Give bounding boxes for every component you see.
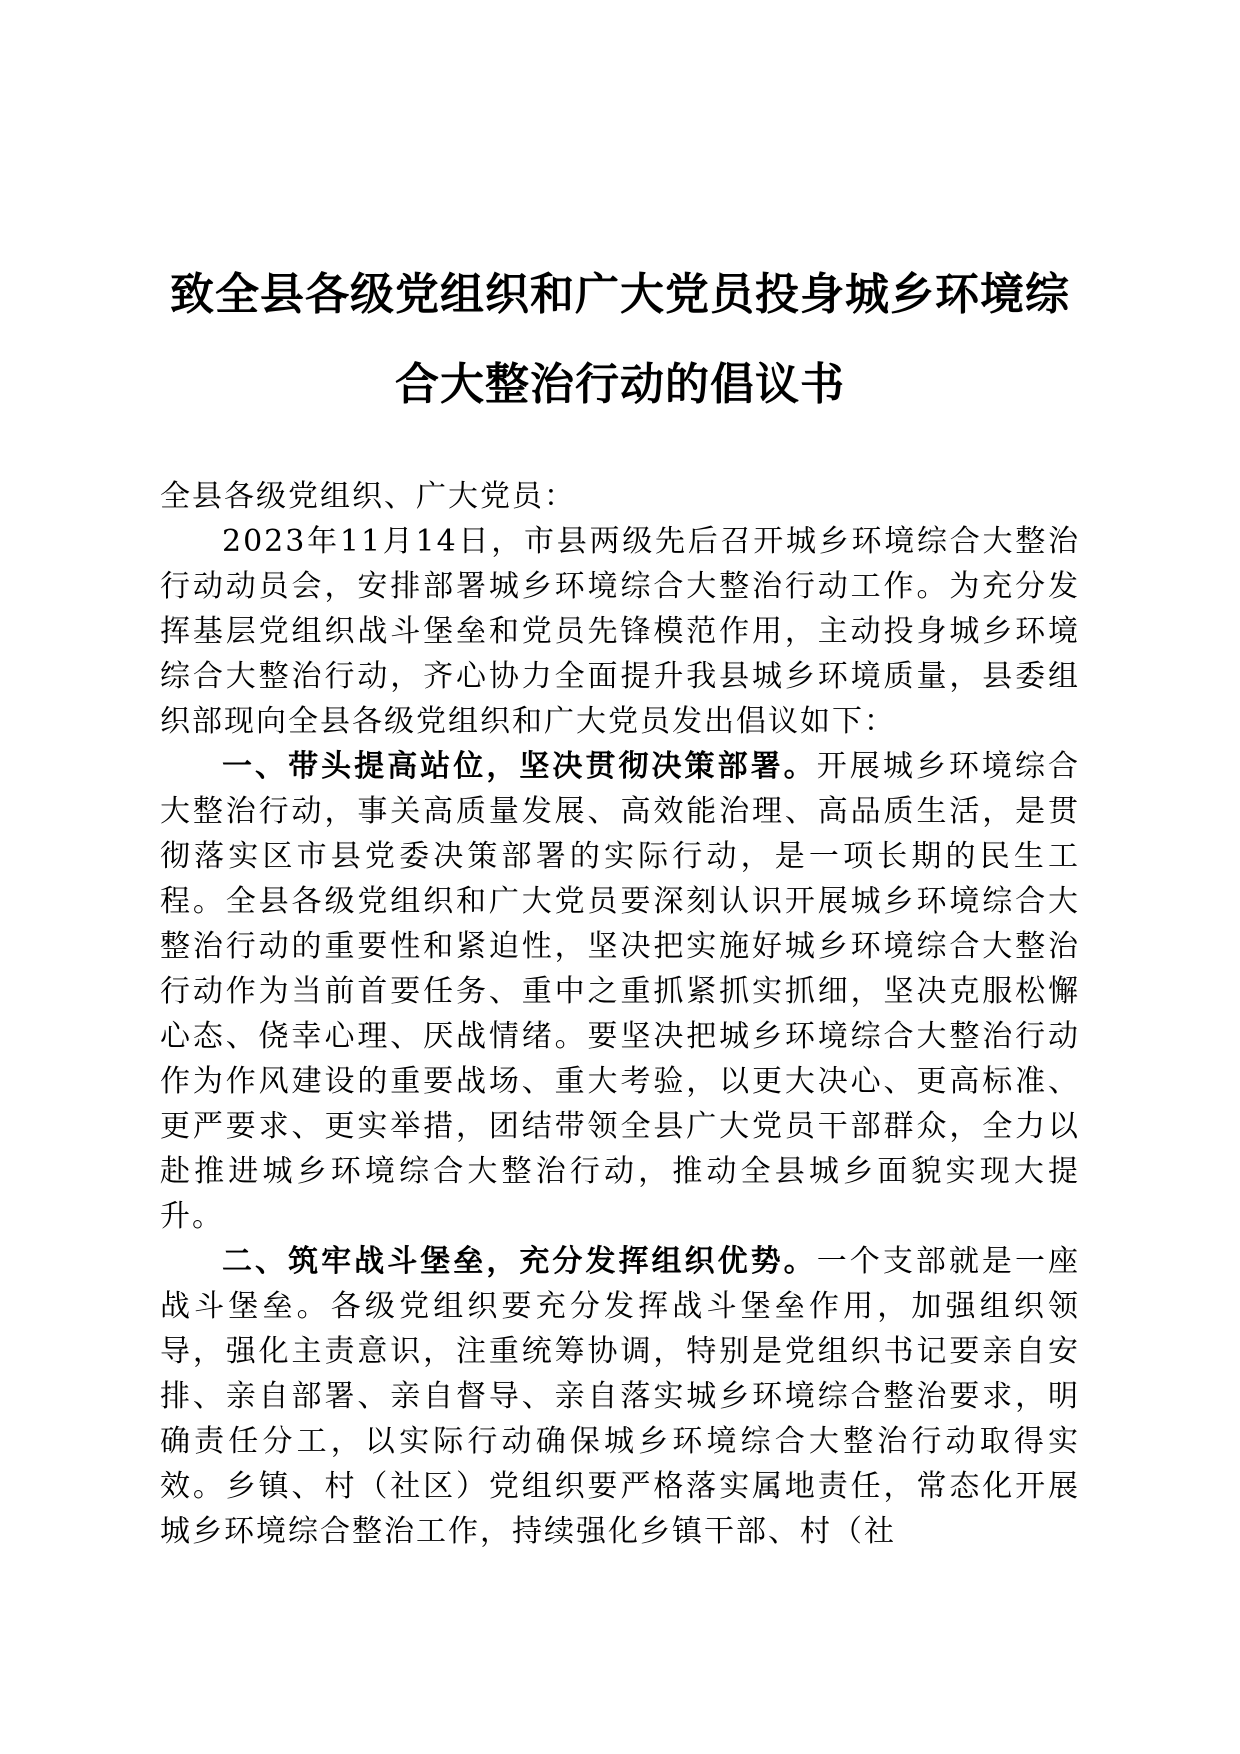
section-2-heading: 二、筑牢战斗堡垒，充分发挥组织优势。 — [222, 1244, 817, 1279]
section-2-text: 一个支部就是一座战斗堡垒。各级党组织要充分发挥战斗堡垒作用，加强组织领导，强化主责意识，注重统筹协调，特别是党组织书记要亲自安排、亲自部署、亲自督导、亲自落实城乡环境综合整治要求，明确责任分工，以实际行动确保城乡环境综合大整治行动取得实效。乡镇、村（社区）党组织要严格落实属地责任，常态化开展城乡环境综合整治工作，持续强化乡镇干部、村（社 — [160, 1244, 1081, 1549]
section-2-paragraph — [160, 1239, 1080, 1554]
section-1-text: 开展城乡环境综合大整治行动，事关高质量发展、高效能治理、高品质生活，是贯彻落实区市县党委决策部署的实际行动，是一项长期的民生工程。全县各级党组织和广大党员要深刻认识开展城乡环境综合大整治行动的重要性和紧迫性，坚决把实施好城乡环境综合大整治行动作为当前首要任务、重中之重抓紧抓实抓细，坚决克服松懈心态、侥幸心理、厌战情绪。要坚决把城乡环境综合大整治行动作为作风建设的重要战场、重大考验，以更大决心、更高标准、更严要求、更实举措，团结带领全县广大党员干部群众，全力以赴推进城乡环境综合大整治行动，推动全县城乡面貌实现大提升。 — [160, 749, 1081, 1234]
document-title — [160, 250, 1080, 430]
title-line-1: 致全县各级党组织和广大党员投身城乡环境综 — [170, 269, 1070, 320]
title-line-2: 合大整治行动的倡议书 — [395, 359, 845, 410]
document-page — [160, 0, 1080, 1754]
intro-paragraph: 2023年11月14日，市县两级先后召开城乡环境综合大整治行动动员会，安排部署城乡环境综合大整治行动工作。为充分发挥基层党组织战斗堡垒和党员先锋模范作用，主动投身城乡环境综合大整治行动，齐心协力全面提升我县城乡环境质量，县委组织部现向全县各级党组织和广大党员发出倡议如下： — [160, 524, 1080, 739]
salutation: 全县各级党组织、广大党员： — [160, 479, 576, 514]
document-body — [160, 474, 1080, 1554]
section-1-heading: 一、带头提高站位，坚决贯彻决策部署。 — [222, 749, 817, 784]
section-1-paragraph — [160, 744, 1080, 1239]
